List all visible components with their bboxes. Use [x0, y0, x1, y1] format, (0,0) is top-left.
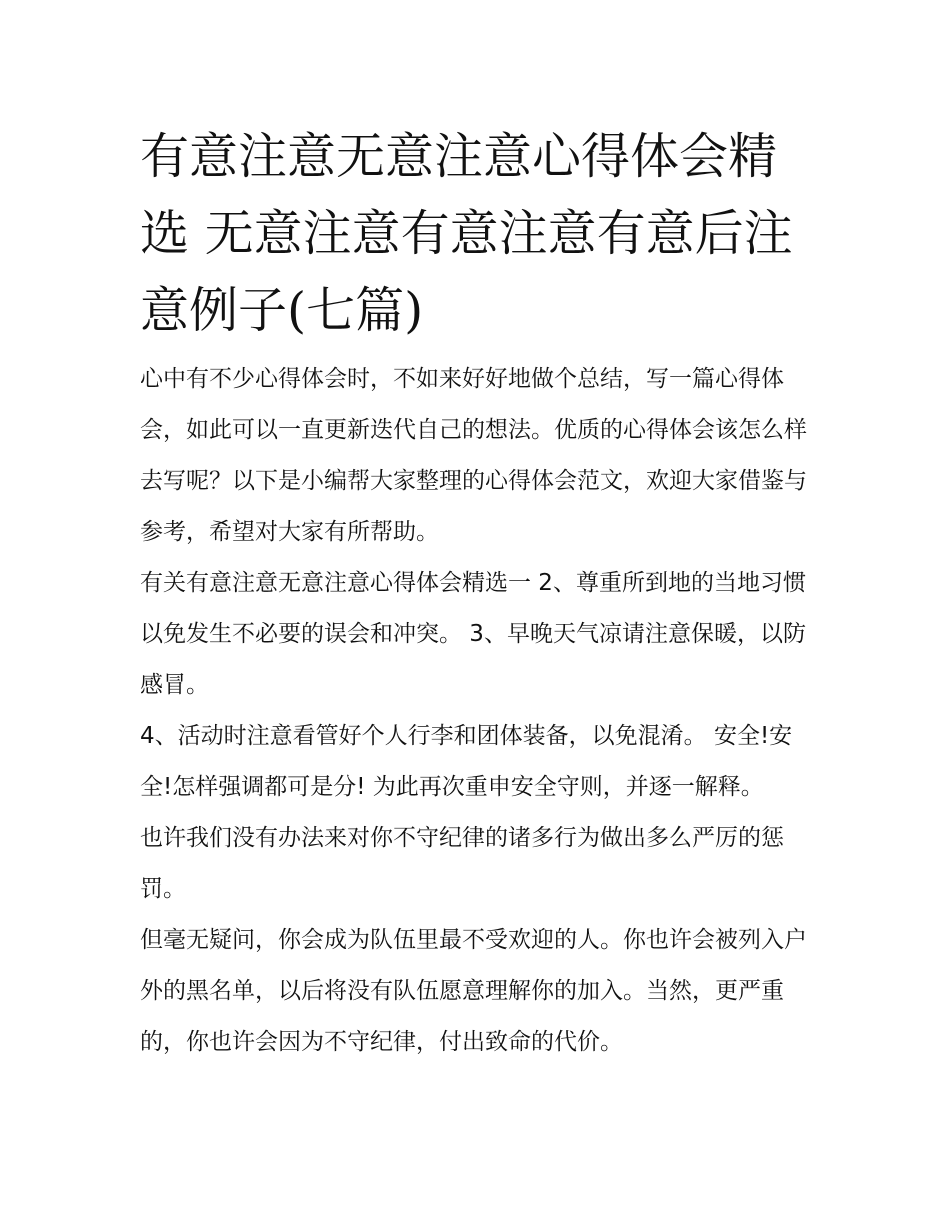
document-body — [140, 354, 820, 1068]
paragraph-tips-1: 有关有意注意无意注意心得体会精选一 2、尊重所到地的当地习惯以免发生不必要的误会和冲突。 3、早晚天气凉请注意保暖，以防感冒。 — [140, 570, 806, 698]
document-title: 有意注意无意注意心得体会精选 无意注意有意注意有意后注意例子(七篇) — [140, 128, 793, 339]
paragraph-consequence: 但毫无疑问，你会成为队伍里最不受欢迎的人。你也许会被列入户外的黑名单，以后将没有队伍愿意理解你的加入。当然，更严重的，你也许会因为不守纪律，付出致命的代价。 — [140, 927, 807, 1055]
paragraph-intro: 心中有不少心得体会时，不如来好好地做个总结，写一篇心得体会，如此可以一直更新迭代自己的想法。优质的心得体会该怎么样去写呢？以下是小编帮大家整理的心得体会范文，欢迎大家借鉴与参考，希望对大家有所帮助。 — [140, 366, 807, 545]
paragraph-discipline: 也许我们没有办法来对你不守纪律的诸多行为做出多么严厉的惩罚。 — [140, 825, 784, 902]
paragraph-tips-2: 4、活动时注意看管好个人行李和团体装备，以免混淆。 安全!安全!怎样强调都可是分! 为此再次重申安全守则，并逐一解释。 — [140, 723, 793, 800]
